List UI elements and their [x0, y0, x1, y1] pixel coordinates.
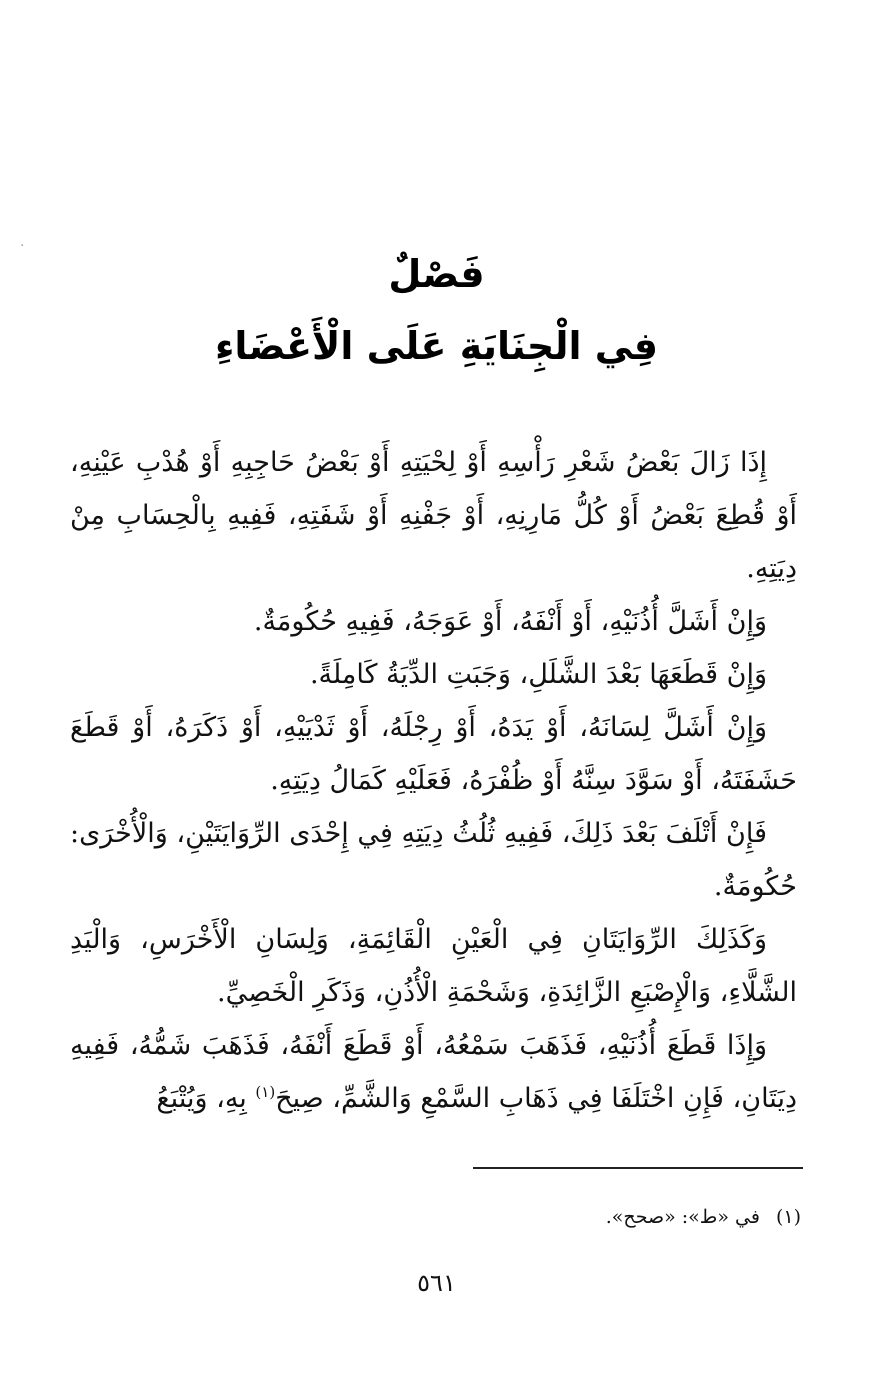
paragraph-text: وَإِذَا قَطَعَ أُذُنَيْهِ، فَذَهَبَ سَمْعُهُ، أَوْ قَطَعَ أَنْفَهُ، فَذَهَبَ شَمُّهُ، فَفِيهِ دِيَتَانِ، فَإِنِ اخْتَلَفَا فِي ذَهَابِ السَّمْعِ وَالشَّمِّ، صِيحَ — [70, 1030, 797, 1114]
paragraph: وَإِنْ قَطَعَهَا بَعْدَ الشَّلَلِ، وَجَبَتِ الدِّيَةُ كَامِلَةً. — [309, 659, 767, 690]
footnote-number: (١) — [775, 1206, 801, 1228]
paragraph-last — [70, 1019, 797, 1125]
footnote-text: في «ط»: «صحح». — [605, 1206, 760, 1228]
footnote-reference[interactable]: (١) — [255, 1083, 276, 1101]
paragraph: إِذَا زَالَ بَعْضُ شَعْرِ رَأْسِهِ أَوْ لِحْيَتِهِ أَوْ بَعْضُ حَاجِبِهِ أَوْ هُدْبِ عَيْنِهِ، أَوْ قُطِعَ بَعْضُ أَوْ كُلُّ مَارِنِهِ، أَوْ جَفْنِهِ أَوْ شَفَتِهِ، فَفِيهِ بِالْحِسَابِ مِنْ دِيَتِهِ. — [70, 447, 797, 584]
paragraph: وَإِنْ أَشَلَّ لِسَانَهُ، أَوْ يَدَهُ، أَوْ رِجْلَهُ، أَوْ ثَدْيَيْهِ، أَوْ ذَكَرَهُ، أَوْ قَطَعَ حَشَفَتَهُ، أَوْ سَوَّدَ سِنَّهُ أَوْ ظُفْرَهُ، فَعَلَيْهِ كَمَالُ دِيَتِهِ. — [70, 712, 797, 796]
section-subtitle: فِي الْجِنَايَةِ عَلَى الْأَعْضَاءِ — [214, 324, 659, 368]
margin-mark: · — [20, 238, 25, 254]
page-number: ٥٦١ — [417, 1269, 456, 1297]
paragraph: وَإِنْ أَشَلَّ أُذُنَيْهِ، أَوْ أَنْفَهُ، أَوْ عَوَجَهُ، فَفِيهِ حُكُومَةٌ. — [253, 606, 767, 637]
paragraph: وَكَذَلِكَ الرِّوَايَتَانِ فِي الْعَيْنِ الْقَائِمَةِ، وَلِسَانِ الْأَخْرَسِ، وَالْيَدِ الشَّلَّاءِ، وَالْإِصْبَعِ الزَّائِدَةِ، وَشَحْمَةِ الْأُذُنِ، وَذَكَرِ الْخَصِيِّ. — [70, 924, 797, 1008]
footnote — [200, 1202, 801, 1232]
paragraph-text: بِهِ، وَيُتْبَعُ — [156, 1083, 256, 1114]
section-title: فَصْلٌ — [388, 252, 485, 296]
body-text — [70, 436, 797, 1125]
paragraph: فَإِنْ أَتْلَفَ بَعْدَ ذَلِكَ، فَفِيهِ ثُلُثُ دِيَتِهِ فِي إِحْدَى الرِّوَايَتَيْنِ، وَالْأُخْرَى: حُكُومَةٌ. — [70, 818, 797, 902]
footnote-divider — [473, 1167, 803, 1169]
